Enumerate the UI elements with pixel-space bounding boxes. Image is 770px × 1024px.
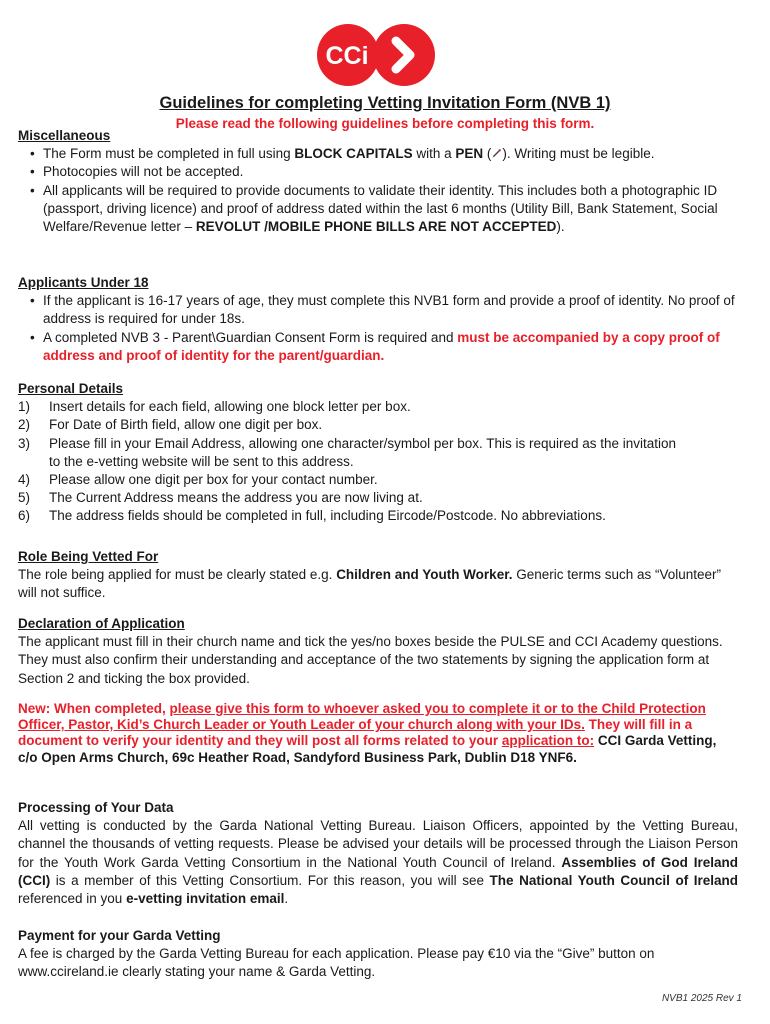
section-new-note	[18, 701, 738, 766]
section-under-18	[18, 274, 738, 365]
section-heading: Processing of Your Data	[18, 800, 174, 815]
section-processing	[18, 799, 738, 908]
list-item: • If the applicant is 16-17 years of age, they must complete this NVB1 form and provide a proof of identity. No proof of address is required for under 18s.	[43, 292, 738, 328]
footer-revision: NVB1 2025 Rev 1	[661, 993, 742, 1004]
section-role	[18, 548, 738, 603]
section-heading: Miscellaneous	[18, 128, 111, 143]
list-item: 6) The address fields should be completed in full, including Eircode/Postcode. No abbreviations.	[18, 508, 606, 524]
paragraph: All vetting is conducted by the Garda National Vetting Bureau. Liaison Officers, appointed by the Vetting Bureau, channel the thousands of vetting requests. Please be advised your details will be processed through the Liaison Person for the Youth Work Garda Vetting Consortium in the National Youth Council of Ireland. Assemblies of God Ireland (CCI) is a member of this Vetting Consortium. For this reason, you will see The National Youth Council of Ireland referenced in you e-vetting invitation email.	[18, 818, 739, 907]
section-payment	[18, 927, 738, 982]
paragraph: The applicant must fill in their church name and tick the yes/no boxes beside the PULSE and CCI Academy questions. They must also confirm their understanding and acceptance of the two statements by signing the application form at Section 2 and ticking the box provided.	[18, 634, 723, 686]
paragraph: A fee is charged by the Garda Vetting Bureau for each application. Please pay €10 via the “Give” button on www.ccireland.ie clearly stating your name & Garda Vetting.	[18, 946, 655, 980]
section-heading: Payment for your Garda Vetting	[18, 928, 221, 943]
list-item: 3) Please fill in your Email Address, allowing one character/symbol per box. This is required as the invitation to the e-vetting website will be sent to this address.	[18, 435, 677, 469]
logo-text: CCi	[325, 42, 369, 70]
list-item: 4) Please allow one digit per box for your contact number.	[18, 472, 378, 488]
section-personal-details	[18, 380, 738, 526]
list-item: • All applicants will be required to provide documents to validate their identity. This includes both a photographic ID (passport, driving licence) and proof of address dated within the last 6 months (Utility Bill, Bank Statement, Social Welfare/Revenue letter – REVOLUT /MOBILE PHONE BILLS ARE NOT ACCEPTED).	[43, 182, 738, 237]
page-title: Guidelines for completing Vetting Invitation Form (NVB 1)	[159, 94, 611, 112]
list-item: • The Form must be completed in full using BLOCK CAPITALS with a PEN ( ). Writing must be legible.	[43, 145, 738, 163]
list-item: • Photocopies will not be accepted.	[43, 163, 738, 181]
section-miscellaneous	[18, 127, 738, 236]
paragraph: New: When completed, please give this form to whoever asked you to complete it or to the Child Protection Officer, Pastor, Kid’s Church Leader or Youth Leader of your church along with your IDs. They will fill in a document to verify your identity and they will post all forms related to your application to: CCI Garda Vetting, c/o Open Arms Church, 69c Heather Road, Sandyford Business Park, Dublin D18 YNF6.	[18, 701, 717, 765]
list-item: 5) The Current Address means the address you are now living at.	[18, 490, 423, 506]
list-item: • A completed NVB 3 - Parent\Guardian Consent Form is required and must be accompanied by a copy proof of address and proof of identity for the parent/guardian.	[43, 329, 738, 365]
section-heading: Declaration of Application	[18, 616, 185, 631]
cci-logo	[317, 24, 435, 86]
paragraph: The role being applied for must be clearly stated e.g. Children and Youth Worker. Generic terms such as “Volunteer” will not suffice.	[18, 567, 722, 601]
section-heading: Role Being Vetted For	[18, 549, 159, 564]
list-item: 2) For Date of Birth field, allow one digit per box.	[18, 417, 323, 433]
section-declaration	[18, 615, 738, 688]
page-subtitle: Please read the following guidelines before completing this form.	[175, 116, 595, 131]
list-item: 1) Insert details for each field, allowing one block letter per box.	[18, 399, 411, 415]
section-heading: Personal Details	[18, 381, 124, 396]
pen-icon	[491, 148, 502, 159]
section-heading: Applicants Under 18	[18, 275, 149, 290]
